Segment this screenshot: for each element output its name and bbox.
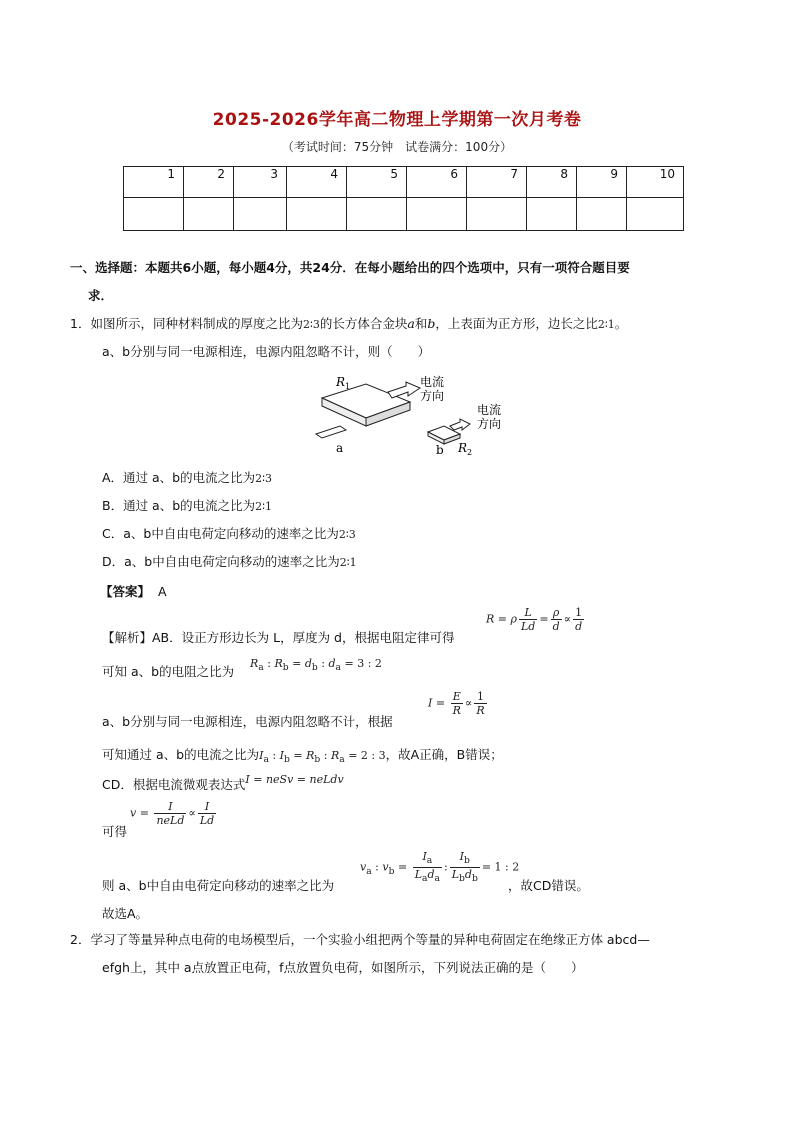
formula-resistance: R = ρ $\frac{L}{Ld}$ = $\frac{\rho}{d}$ ∝ $\frac{1}{d}$ xyxy=(486,606,583,633)
analysis-line-2: 可知 a、b的电阻之比为 xyxy=(102,664,235,679)
formula-resistance-ratio: $R_a$ : $R_b = d_b$ : $d_a = 3$ : 2 xyxy=(250,657,382,674)
analysis-line-4: 可知通过 a、b的电流之比为$I_a$ : $I_b = R_b$ : $R_a = 2$ : 3，故A正确，B错误； xyxy=(102,747,503,766)
label-a: a xyxy=(336,441,344,455)
formula-velocity-ratio: $v_a$ : $v_b$ = $\frac{I_a}{L_ad_a}$ : $\frac{I_b}{L_bd_b}$ = 1 : 2 xyxy=(360,850,520,885)
label-R2: R xyxy=(458,441,468,455)
label-R1-sub: 1 xyxy=(345,382,351,391)
section-heading-cont: 求． xyxy=(88,288,114,303)
ratio: 2∶3 xyxy=(302,318,320,331)
label-b: b xyxy=(436,443,444,457)
score-number-cell: 4 xyxy=(287,167,347,198)
formula-current: I = $\frac{E}{R}$ ∝ $\frac{1}{R}$ xyxy=(428,690,485,717)
ratio: 2∶1 xyxy=(597,318,615,331)
flow-label-2: 电流 xyxy=(477,403,502,417)
current-arrow-icon xyxy=(388,382,420,398)
answer-line: 【答案】 A xyxy=(100,584,167,599)
dir-label-1: 方向 xyxy=(420,389,445,403)
answer-cell[interactable] xyxy=(527,198,577,231)
score-number-cell: 9 xyxy=(577,167,627,198)
score-number-cell: 7 xyxy=(467,167,527,198)
score-number-cell: 2 xyxy=(184,167,234,198)
analysis-line-7-end: ，故CD错误。 xyxy=(508,878,589,893)
analysis-line-7: 则 a、b中自由电荷定向移动的速率之比为 xyxy=(102,878,335,893)
label-R1: R xyxy=(336,375,346,389)
score-number-cell: 5 xyxy=(347,167,407,198)
q2-stem-line2: efgh上，其中 a点放置正电荷，f点放置负电荷，如图所示，下列说法正确的是（ ） xyxy=(102,960,584,975)
answer-cell[interactable] xyxy=(627,198,684,231)
exam-info: （考试时间：75分钟 试卷满分：100分） xyxy=(281,140,513,154)
q1-stem: 1．如图所示，同种材料制成的厚度之比为2∶3的长方体合金块a和b，上表面为正方形，边长之比2∶1。 xyxy=(70,316,628,331)
analysis-line-1: 【解析】AB．设正方形边长为 L，厚度为 d，根据电阻定律可得 xyxy=(102,630,455,645)
page-title: 2025-2026学年高二物理上学期第一次月考卷 xyxy=(212,110,582,130)
analysis-line-8: 故选A。 xyxy=(102,906,149,921)
answer-cell[interactable] xyxy=(347,198,407,231)
score-table xyxy=(123,166,684,231)
score-table-number-row xyxy=(124,167,684,198)
option-d[interactable]: D．a、b中自由电荷定向移动的速率之比为2∶1 xyxy=(102,554,357,569)
score-number-cell: 3 xyxy=(234,167,287,198)
analysis-line-3: a、b分别与同一电源相连，电源内阻忽略不计，根据 xyxy=(102,714,393,729)
label-R2-sub: 2 xyxy=(467,448,473,457)
score-number-cell: 1 xyxy=(124,167,184,198)
score-table-answer-row xyxy=(124,198,684,231)
q2-stem: 2．学习了等量异种点电荷的电场模型后，一个实验小组把两个等量的异种电荷固定在绝缘正方体 abcd— xyxy=(70,932,650,947)
answer-cell[interactable] xyxy=(184,198,234,231)
answer-cell[interactable] xyxy=(467,198,527,231)
section-heading: 一、选择题：本题共6小题，每小题4分，共24分．在每小题给出的四个选项中，只有一项符合题目要 xyxy=(70,260,630,275)
current-arrow-icon xyxy=(450,419,470,430)
answer-cell[interactable] xyxy=(234,198,287,231)
dir-label-2: 方向 xyxy=(477,417,502,431)
score-number-cell: 6 xyxy=(407,167,467,198)
option-c[interactable]: C．a、b中自由电荷定向移动的速率之比为2∶3 xyxy=(102,526,356,541)
option-b[interactable]: B．通过 a、b的电流之比为2∶1 xyxy=(102,498,273,513)
answer-value: A xyxy=(157,584,167,599)
q1-stem-line2: a、b分别与同一电源相连，电源内阻忽略不计，则（ ） xyxy=(102,344,431,359)
score-number-cell: 8 xyxy=(527,167,577,198)
q1-figure xyxy=(310,372,520,464)
answer-cell[interactable] xyxy=(287,198,347,231)
answer-cell[interactable] xyxy=(407,198,467,231)
option-a[interactable]: A．通过 a、b的电流之比为2∶3 xyxy=(102,470,272,485)
flow-label-1: 电流 xyxy=(420,375,445,389)
answer-cell[interactable] xyxy=(577,198,627,231)
formula-velocity: v = $\frac{I}{\text{neLd}}$ ∝ $\frac{I}{Ld}$ xyxy=(130,800,215,827)
analysis-line-5: CD．根据电流微观表达式I = neSv = neLdv xyxy=(102,773,344,792)
answer-cell[interactable] xyxy=(124,198,184,231)
score-number-cell: 10 xyxy=(627,167,684,198)
analysis-line-6: 可得 xyxy=(102,824,128,839)
